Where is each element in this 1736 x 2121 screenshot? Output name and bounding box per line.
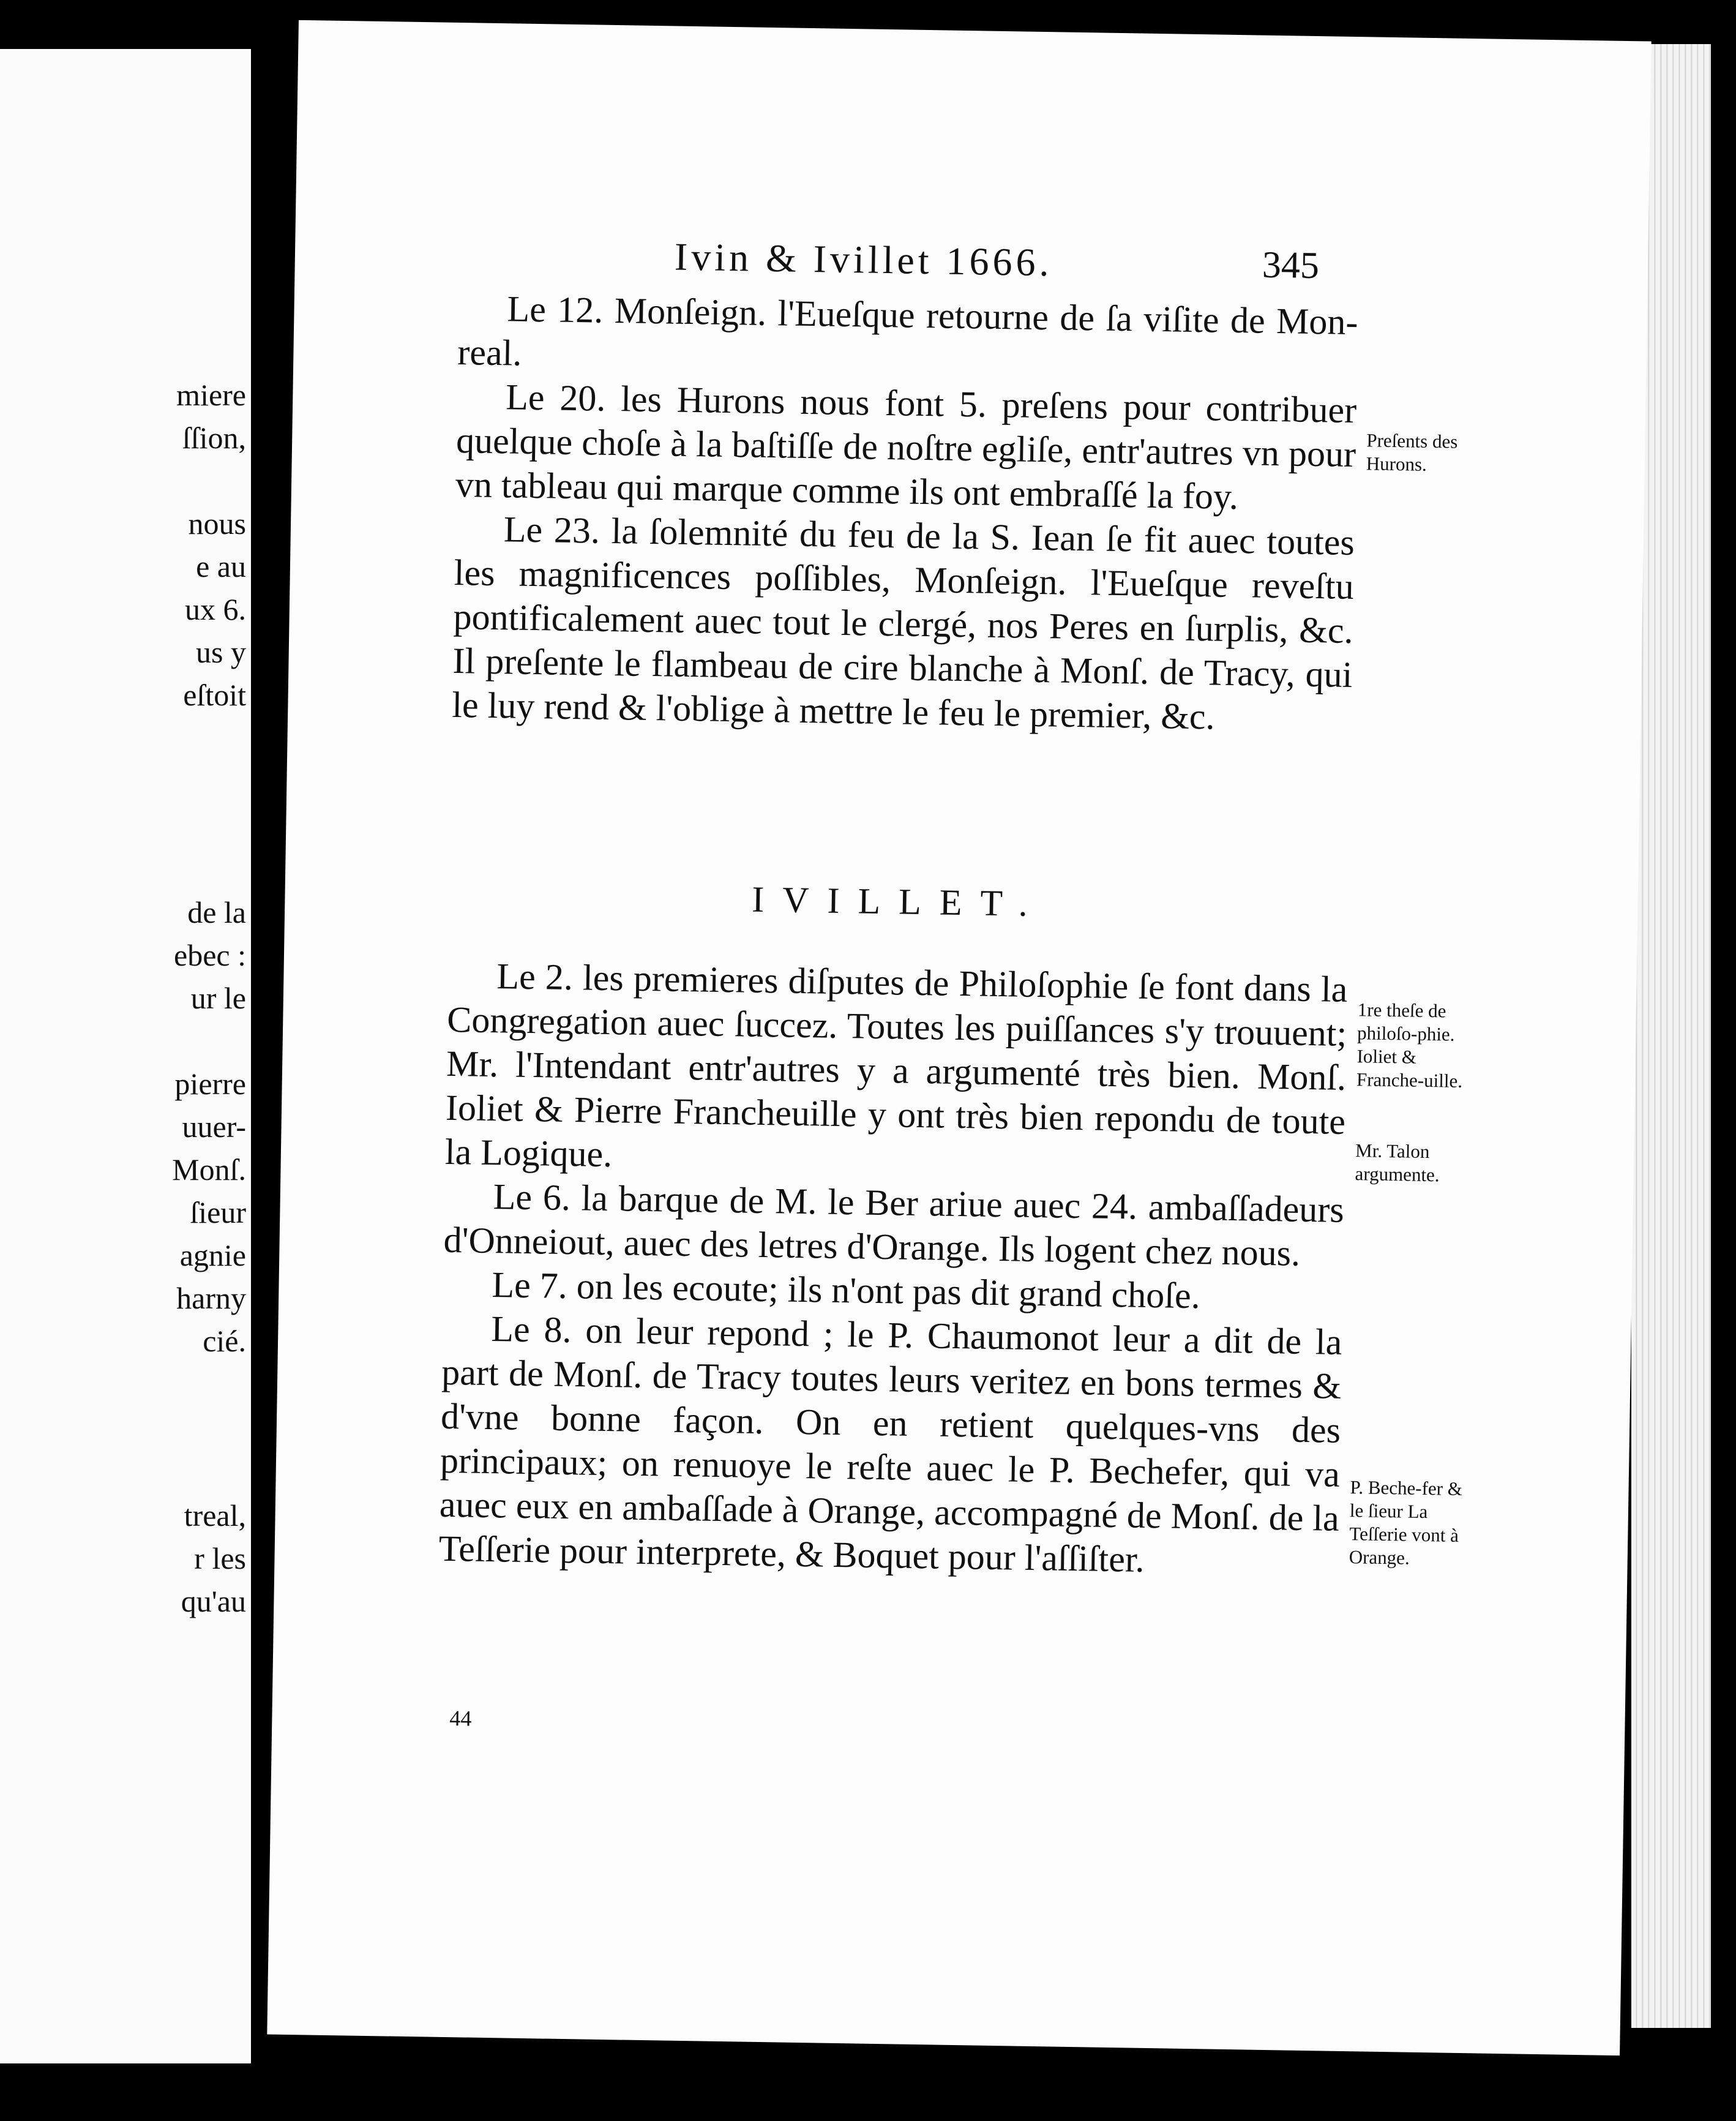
- left-page-fragment: [0, 49, 251, 2063]
- margin-note-these: 1re theſe de philoſo-phie. Ioliet & Franche-uille.: [1356, 999, 1463, 1092]
- paragraph-june-23: Le 23. la ſolemnité du feu de la S. Iean ſe fit auec toutes les magnificences poſſibles, Monſeign. l'Eueſque reveſtu pontificalement auec tout le clergé, nos Peres en ſurplis, &c. Il preſente le flambeau de cire blanche à Monſ. de Tracy, qui le luy rend & l'oblige à mettre le feu le premier, &c.: [451, 509, 1355, 737]
- left-page-line: ſieur: [190, 1195, 246, 1229]
- left-page-line: ſſion,: [182, 421, 246, 455]
- left-page-line: ur le: [190, 981, 246, 1015]
- paragraph-july-7: Le 7. on les ecoute; ils n'ont pas dit grand choſe.: [492, 1264, 1201, 1316]
- left-page-line: agnie: [179, 1238, 246, 1272]
- paragraph-june-12: Le 12. Monſeign. l'Eueſque retourne de ſa viſite de Mon-real.: [457, 288, 1358, 374]
- june-entries: [452, 286, 1358, 741]
- running-head: Ivin & Ivillet 1666.: [674, 235, 1053, 285]
- left-page-line: eſtoit: [183, 678, 246, 712]
- margin-note-bechefer: P. Beche-fer & le ſieur La Teſſerie vont à Orange.: [1349, 1476, 1463, 1569]
- signature-mark: 44: [449, 1706, 472, 1731]
- paragraph-july-8: Le 8. on leur repond ; le P. Chaumonot leur a dit de la part de Monſ. de Tracy toutes leurs veritez en bons termes & d'vne bonne façon. On en retient quelques-vns des principaux; on renuoye le reſte auec le P. Bechefer, qui va auec eux en ambaſſade à Orange, accompagné de Monſ. de la Teſſerie pour interprete, & Boquet pour l'aſſiſter.: [438, 1308, 1342, 1580]
- left-page-line: de la: [187, 895, 246, 929]
- left-page-line: e au: [196, 549, 246, 584]
- left-page-line: harny: [176, 1281, 246, 1315]
- margin-note-talon: Mr. Talon argumente.: [1355, 1139, 1440, 1186]
- paragraph-july-6: Le 6. la barque de M. le Ber ariue auec 24. ambaſſadeurs d'Onneiout, auec des letres d'Orange. Ils logent chez nous.: [443, 1176, 1345, 1274]
- left-page-line: treal,: [184, 1498, 246, 1533]
- left-page-line: ux 6.: [185, 592, 246, 626]
- left-page-line: cié.: [203, 1324, 246, 1358]
- left-page-line: qu'au: [181, 1584, 246, 1618]
- book-page: [267, 20, 1651, 2055]
- left-page-line: miere: [176, 378, 246, 412]
- left-page-line: ebec :: [174, 938, 246, 972]
- paragraph-july-2: Le 2. les premieres diſputes de Philoſophie ſe font dans la Congregation auec ſuccez. Toutes les puiſſances s'y trouuent; Mr. l'Intendant entr'autres y a argumenté très bien. Monſ. Ioliet & Pierre Francheuille y ont très bien repondu de toute la Logique.: [444, 956, 1348, 1175]
- left-page-line: nous: [188, 506, 246, 541]
- left-page-line: pierre: [174, 1067, 246, 1101]
- page-number: 345: [1262, 244, 1320, 287]
- left-page-line: Monſ.: [172, 1152, 246, 1187]
- left-page-line: uuer-: [182, 1109, 246, 1144]
- paragraph-june-20: Le 20. les Hurons nous font 5. preſens pour contribuer quelque choſe à la baſtiſſe de noſtre egliſe, entr'autres vn pour vn tableau qui marque comme ils ont embraſſé la foy.: [455, 377, 1357, 517]
- section-heading-juillet: IVILLET.: [751, 879, 1047, 925]
- july-entries: [438, 953, 1348, 1585]
- margin-note-presents: Preſents des Hurons.: [1366, 429, 1458, 475]
- left-page-line: us y: [196, 635, 246, 669]
- left-page-line: r les: [194, 1541, 246, 1575]
